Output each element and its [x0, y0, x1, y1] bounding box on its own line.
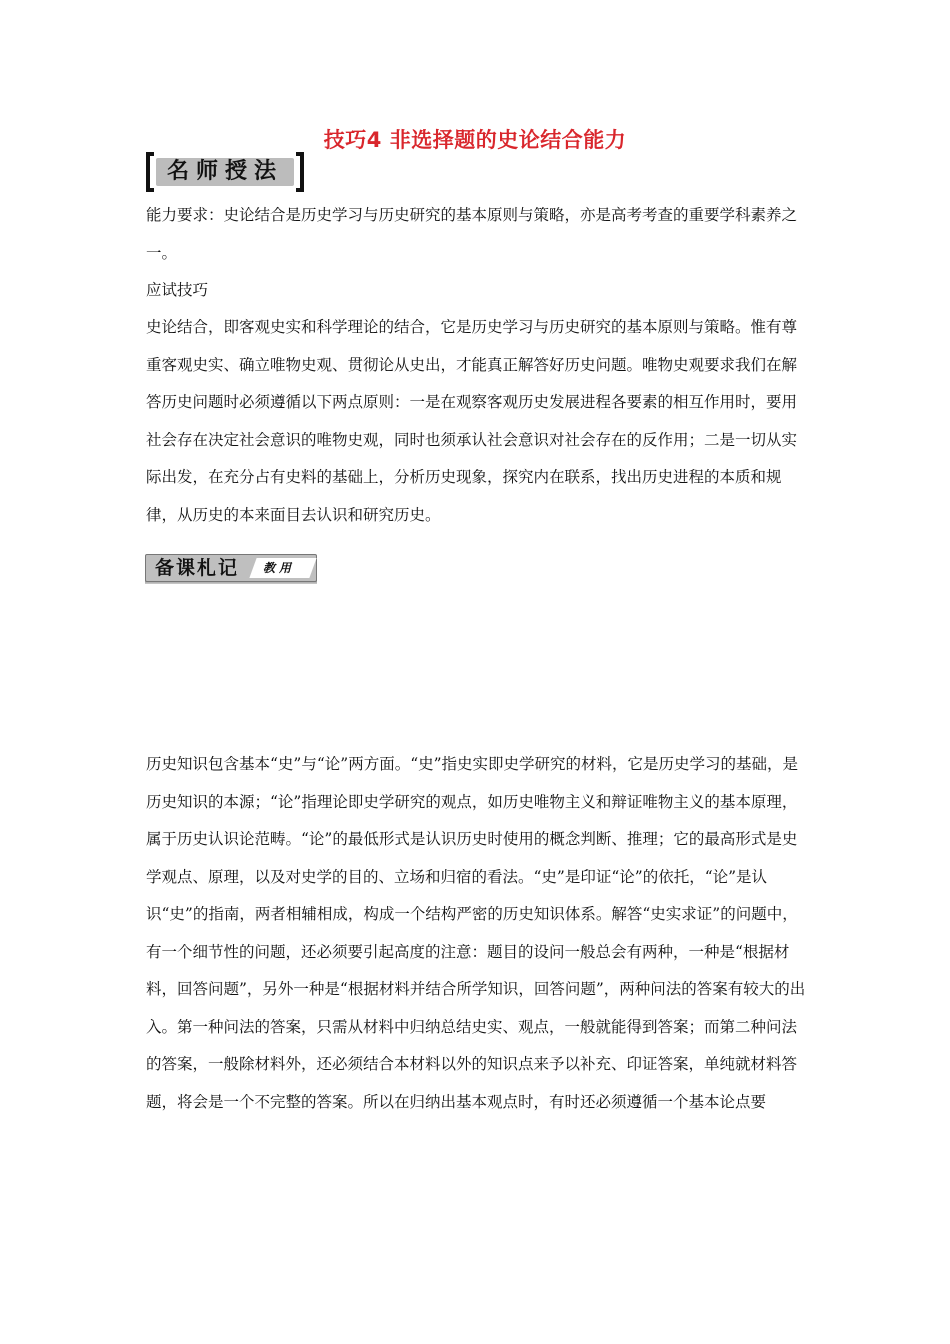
method-paragraph: 史论结合，即客观史实和科学理论的结合，它是历史学习与历史研究的基本原则与策略。惟有尊重客观史实、确立唯物史观、贯彻论从史出，才能真正解答好历史问题。唯物史观要求我们在解答历史问题时必须遵循以下两点原则：一是在观察客观历史发展进程各要素的相互作用时，要用社会存在决定社会意识的唯物史观，同时也须承认社会意识对社会存在的反作用；二是一切从实际出发，在充分占有史料的基础上，分析历史现象，探究内在联系，找出历史进程的本质和规律，从历史的本来面目去认识和研究历史。	[146, 318, 798, 524]
exam-tips-heading: 应试技巧	[146, 281, 209, 299]
right-bracket-decoration	[296, 152, 304, 192]
lesson-notes-label: 备课札记	[155, 557, 240, 579]
page-title: 技巧4 非选择题的史论结合能力	[323, 128, 627, 152]
teacher-use-tag: 教用	[263, 561, 296, 575]
ability-requirement-paragraph: 能力要求：史论结合是历史学习与历史研究的基本原则与策略，亦是高考考查的重要学科素养之一。	[146, 206, 798, 262]
lesson-notes-badge	[145, 554, 317, 582]
master-method-badge	[146, 152, 304, 194]
left-bracket-decoration	[146, 152, 154, 192]
history-knowledge-paragraph: 历史知识包含基本“史”与“论”两方面。“史”指史实即史学研究的材料，它是历史学习的基础，是历史知识的本源；“论”指理论即史学研究的观点，如历史唯物主义和辩证唯物主义的基本原理，属于历史认识论范畴。“论”的最低形式是认识历史时使用的概念判断、推理；它的最高形式是史学观点、原理，以及对史学的目的、立场和归宿的看法。“史”是印证“论”的依托，“论”是认识“史”的指南，两者相辅相成，构成一个结构严密的历史知识体系。解答“史实求证”的问题中，有一个细节性的问题，还必须要引起高度的注意：题目的设问一般总会有两种，一种是“根据材料，回答问题”，另外一种是“根据材料并结合所学知识，回答问题”，两种问法的答案有较大的出入。第一种问法的答案，只需从材料中归纳总结史实、观点，一般就能得到答案；而第二种问法的答案，一般除材料外，还必须结合本材料以外的知识点来予以补充、印证答案，单纯就材料答题，将会是一个不完整的答案。所以在归纳出基本观点时，有时还必须遵循一个基本论点要	[146, 755, 806, 1111]
master-method-label: 名师授法	[156, 158, 294, 186]
